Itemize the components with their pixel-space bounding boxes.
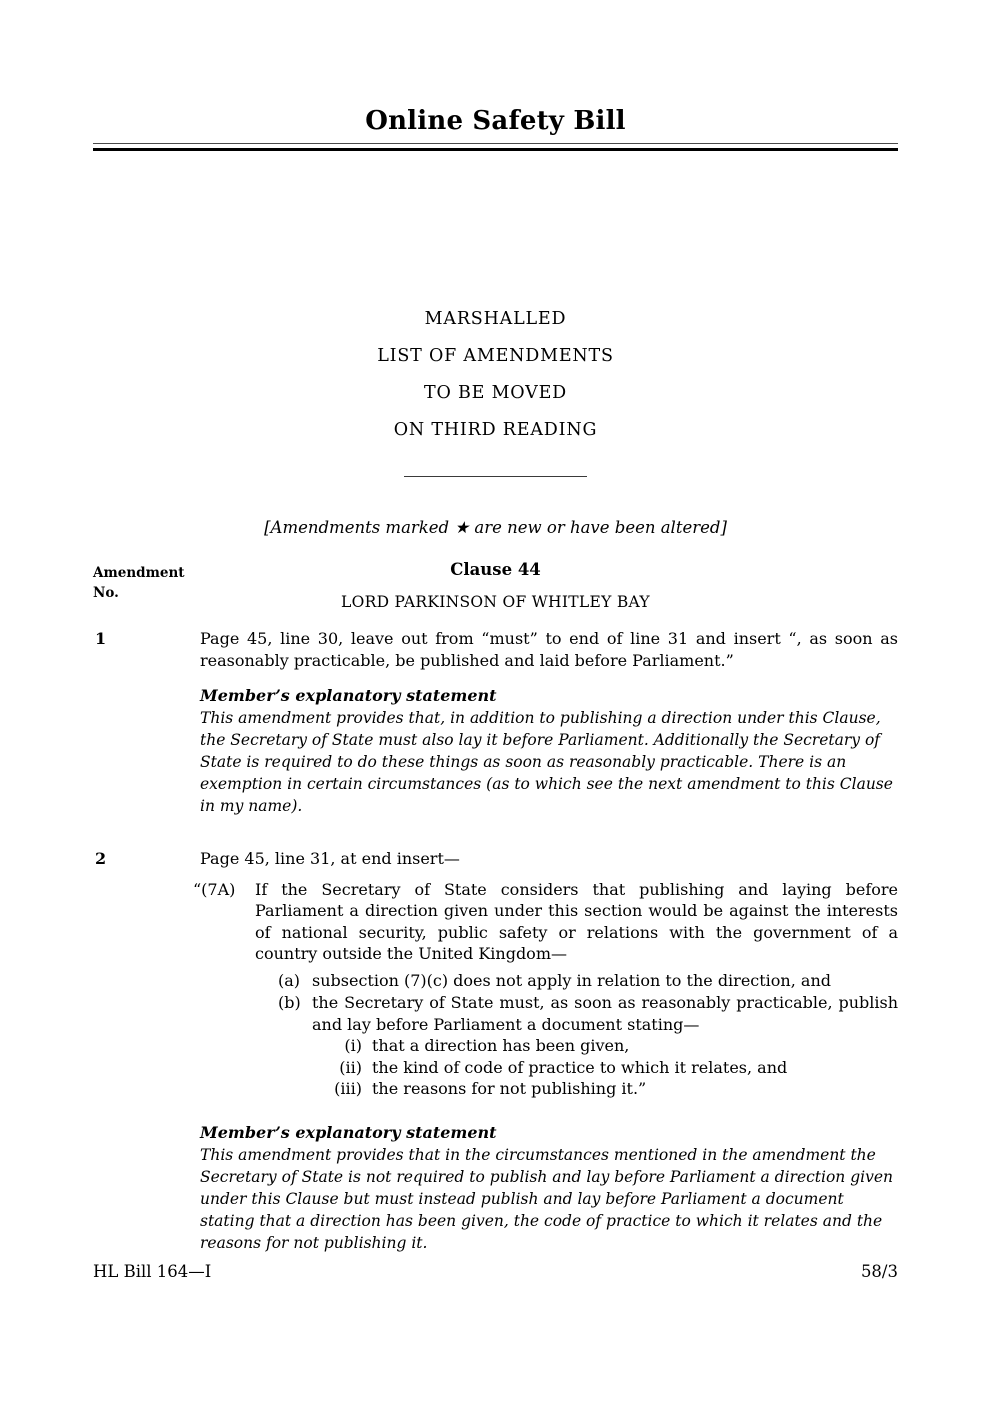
heading-marshalled: MARSHALLED [424, 309, 567, 329]
footer-bill-reference: HL Bill 164—I [93, 1262, 212, 1281]
subsection-text: If the Secretary of State considers that publishing and laying before Parliament a direction given under this section would be against the interests of national security, public safety or relations with the government of a country outside the United Kingdom— [255, 879, 898, 963]
roman-item-iii [334, 1078, 898, 1100]
list-item-b [278, 992, 898, 1100]
list-item-text: the Secretary of State must, as soon as reasonably practicable, publish and lay before Parliament a document stating— [312, 993, 898, 1034]
roman-item-text: the reasons for not publishing it.” [372, 1079, 647, 1098]
subsection-item-list [278, 970, 898, 1100]
explanatory-heading: Member’s explanatory statement [200, 686, 497, 705]
heading-list-of-amendments: LIST OF AMENDMENTS [377, 346, 614, 366]
page-title: Online Safety Bill [365, 106, 626, 136]
amendment-2 [93, 848, 898, 1254]
amendment-1 [93, 628, 898, 817]
clause-header [93, 560, 898, 611]
amendment-text: Page 45, line 31, at end insert— [200, 849, 460, 868]
list-item-a [278, 970, 898, 992]
list-item-label: (a) [278, 970, 301, 990]
roman-item-text: that a direction has been given, [372, 1036, 630, 1055]
roman-item-list [334, 1035, 898, 1100]
explanatory-heading: Member’s explanatory statement [200, 1122, 497, 1142]
inserted-subsection-7a [193, 879, 898, 1100]
section-divider-rule [404, 476, 587, 477]
explanatory-statement [200, 1122, 898, 1254]
explanatory-text: This amendment provides that, in addition to publishing a direction under this Clause, the Secretary of State must also lay it before Parliament. Additionally the Secretary of State is required to do these things as soon as reasonably practicable. There is an exemption in certain circumstances (as to which see the next amendment to this Clause in my name). [200, 709, 893, 815]
clause-heading: Clause 44 [450, 560, 541, 579]
footer-page-reference: 58/3 [860, 1262, 898, 1281]
roman-item-label: (i) [344, 1036, 362, 1055]
amendment-number: 2 [95, 849, 107, 868]
subsection-label: “(7A) [193, 879, 236, 899]
roman-item-label: (iii) [334, 1079, 362, 1098]
list-item-label: (b) [278, 993, 301, 1012]
title-double-rule [93, 143, 898, 151]
page-footer [93, 1261, 898, 1283]
explanatory-text: This amendment provides that in the circumstances mentioned in the amendment the Secretary of State is not required to publish and lay before Parliament a direction given under this Clause but must instead publish and lay before Parliament a document stating that a direction has been given, the code of practice to which it relates and the reasons for not publishing it. [200, 1145, 894, 1252]
amendment-number: 1 [95, 629, 107, 648]
marshalled-headings [93, 301, 898, 449]
star-note: [Amendments marked ★ are new or have been altered] [264, 518, 727, 537]
amendment-no-column-label: Amendment No. [93, 565, 185, 601]
roman-item-ii [339, 1057, 898, 1079]
heading-on-third-reading: ON THIRD READING [393, 420, 598, 440]
roman-item-text: the kind of code of practice to which it relates, and [372, 1057, 788, 1077]
amendment-text: Page 45, line 30, leave out from “must” to end of line 31 and insert “, as soon as reasonably practicable, be published and laid before Parliament.” [200, 629, 898, 670]
explanatory-statement [200, 685, 898, 817]
roman-item-i [344, 1035, 898, 1057]
mover-name: LORD PARKINSON OF WHITLEY BAY [341, 593, 650, 611]
list-item-text: subsection (7)(c) does not apply in relation to the direction, and [312, 970, 831, 990]
heading-to-be-moved: TO BE MOVED [424, 383, 567, 403]
roman-item-label: (ii) [339, 1057, 362, 1077]
